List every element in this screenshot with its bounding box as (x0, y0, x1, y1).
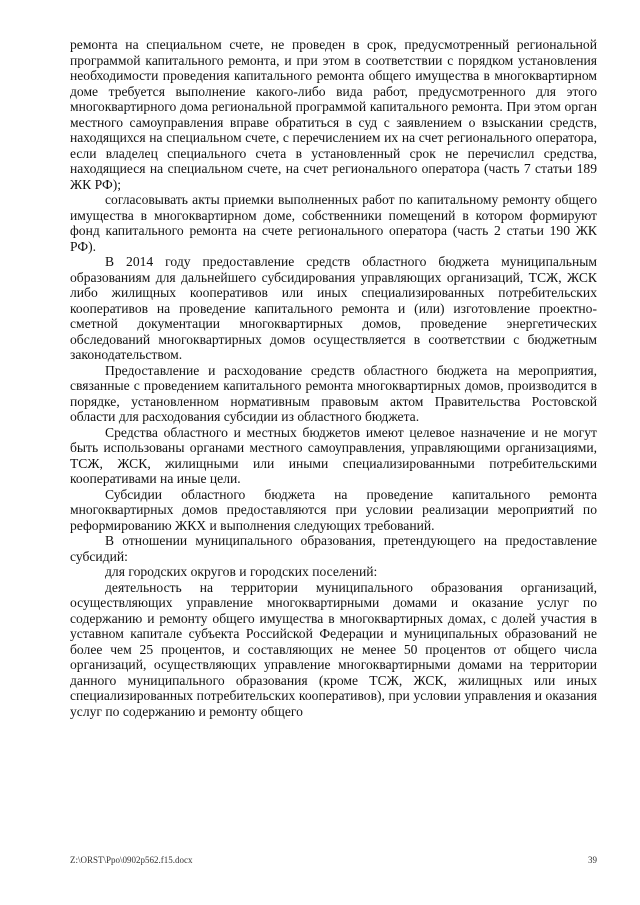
page-number: 39 (588, 855, 597, 865)
paragraph-2014-funding: В 2014 году предоставление средств областного бюджета муниципальным образованиям для дальнейшего субсидирования управляющих организаций, ТСЖ, ЖСК либо жилищных кооперативов или иных специализированных потребительских кооперативов на проведение капитального ремонта и (или) изготовление проектно-сметной документации многоквартирных домов, проведение энергетических обследований многоквартирных домов осуществляется в соответствии с бюджетным законодательством. (70, 254, 597, 362)
document-body (70, 37, 597, 719)
paragraph-management-organizations: деятельность на территории муниципального образования организаций, осуществляющих управление многоквартирными домами и оказание услуг по содержанию и ремонту общего имущества в многоквартирных домах, с долей участия в уставном капитале субъекта Российской Федерации и муниципальных образований не более чем 25 процентов, и составляющих не менее 50 процентов от общего числа организаций, осуществляющих управление многоквартирными домами на территории данного муниципального образования (кроме ТСЖ, ЖСК, жилищных или иных специализированных потребительских кооперативов), при условии управления и оказания услуг по содержанию и ремонту общего (70, 579, 597, 719)
paragraph-continuation: ремонта на специальном счете, не проведен в срок, предусмотренный региональной программой капитального ремонта, и при этом в соответствии с порядком установления необходимости проведения капитального ремонта общего имущества в многоквартирном доме требуется выполнение какого-либо вида работ, предусмотренного для этого многоквартирного дома региональной программой капитального ремонта. При этом орган местного самоуправления вправе обратиться в суд с заявлением о взыскании средств, находящихся на специальном счете, с перечислением их на счет регионального оператора, если владелец специального счета в установленный срок не перечислил средства, находящиеся на специальном счете, на счет регионального оператора (часть 7 статьи 189 ЖК РФ); (70, 37, 597, 192)
paragraph-acts-approval: согласовывать акты приемки выполненных работ по капитальному ремонту общего имущества в многоквартирном доме, собственники помещений в котором формируют фонд капитального ремонта на счете регионального оператора (часть 2 статьи 190 ЖК РФ). (70, 192, 597, 254)
paragraph-municipality-requirements: В отношении муниципального образования, претендующего на предоставление субсидий: (70, 533, 597, 564)
paragraph-subsidy-conditions: Субсидии областного бюджета на проведение капитального ремонта многоквартирных домов предоставляются при условии реализации мероприятий по реформированию ЖКХ и выполнения следующих требований. (70, 486, 597, 533)
footer-file-path: Z:\ORST\Ppo\0902p562.f15.docx (70, 855, 193, 865)
paragraph-targeted-funds: Средства областного и местных бюджетов имеют целевое назначение и не могут быть использованы органами местного самоуправления, управляющими организациями, ТСЖ, ЖСК, жилищными или иными специализированными потребительскими кооперативами на иные цели. (70, 424, 597, 486)
paragraph-budget-spending: Предоставление и расходование средств областного бюджета на мероприятия, связанные с проведением капитального ремонта многоквартирных домов, производится в порядке, установленном нормативным правовым актом Правительства Ростовской области для расходования субсидии из областного бюджета. (70, 362, 597, 424)
paragraph-urban-districts: для городских округов и городских поселений: (105, 564, 378, 579)
